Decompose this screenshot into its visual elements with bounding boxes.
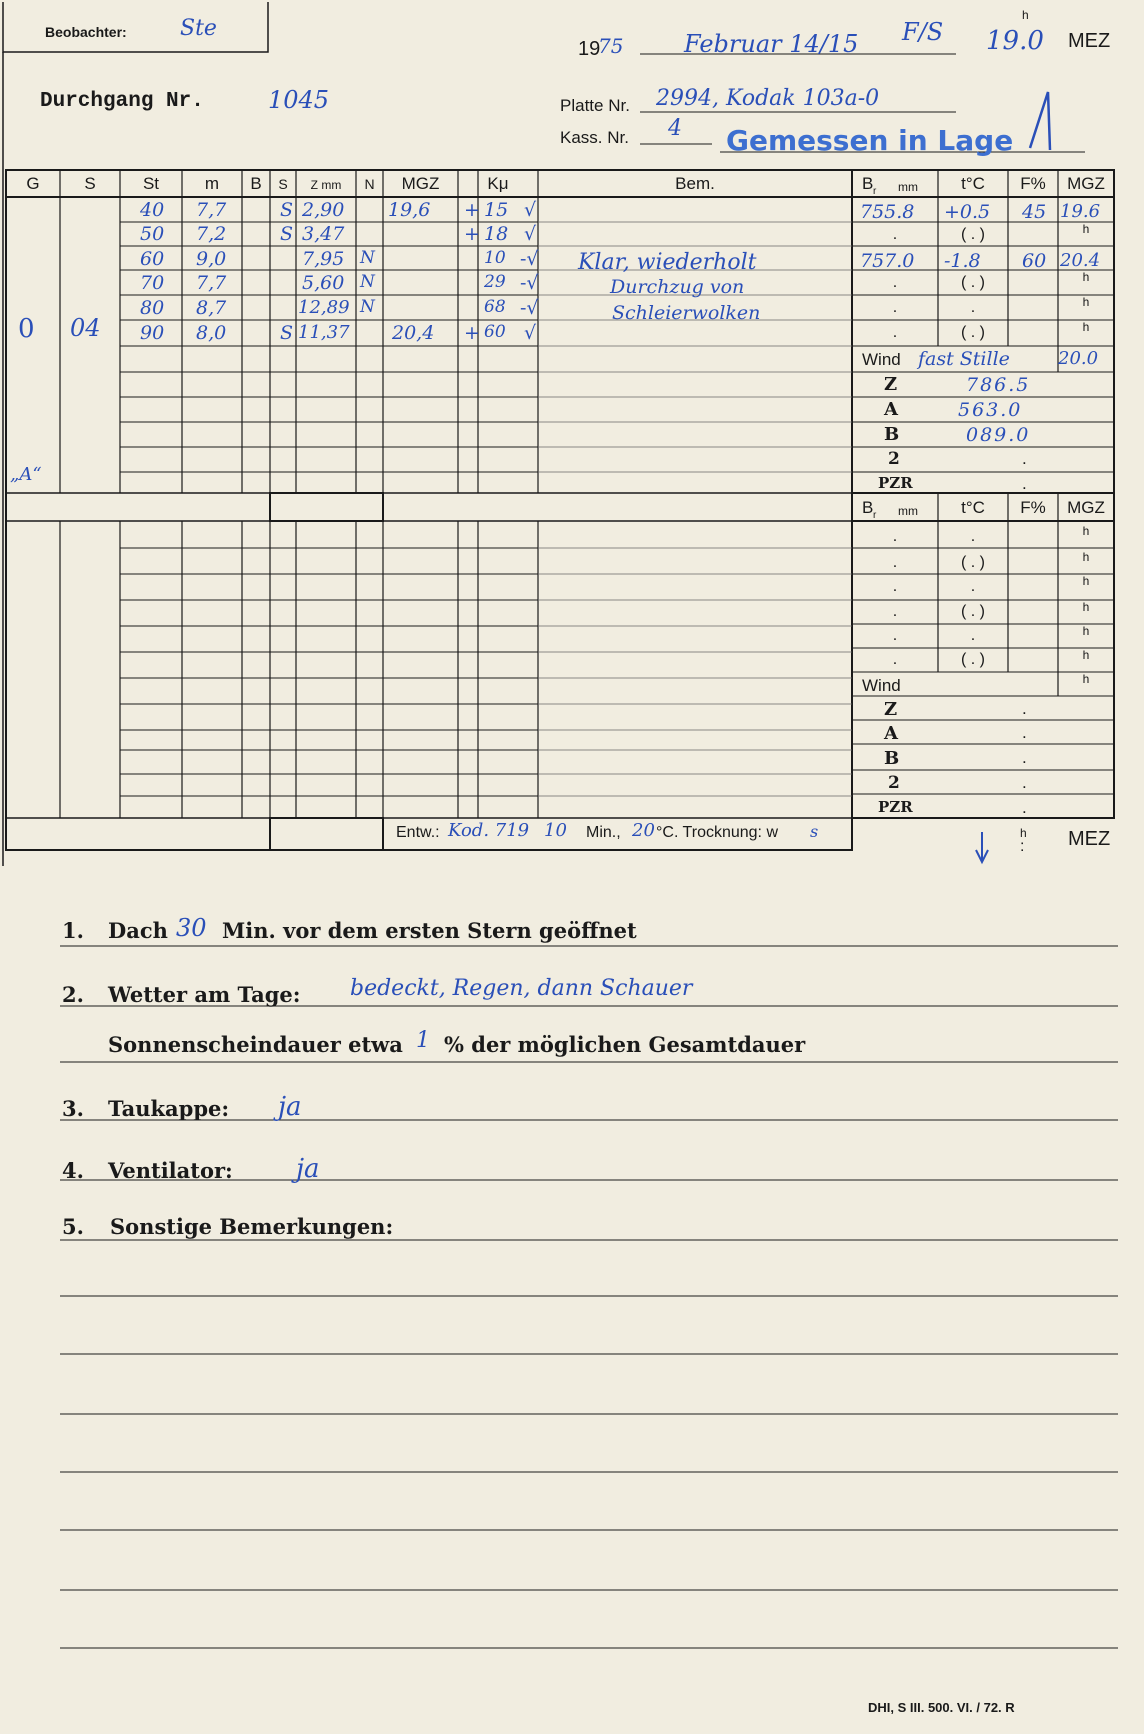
cell-check: -√ <box>520 297 539 319</box>
col-z-header: Z mm <box>310 178 342 192</box>
wt-mgz-value: h <box>1082 295 1090 309</box>
wt-f-value: 45 <box>1022 201 1047 223</box>
wb-pzr-value: . <box>1022 798 1027 817</box>
wt-f-header: F% <box>1020 174 1046 193</box>
mark-a: „A“ <box>10 464 42 485</box>
item1-number: 1. <box>62 918 84 943</box>
cell-m: 7,7 <box>196 272 227 294</box>
wt-mgz-value: 20.4 <box>1060 250 1101 271</box>
col-st-header: St <box>142 174 160 193</box>
cell-check: -√ <box>520 272 539 294</box>
col-s-header: S <box>84 174 96 193</box>
cell-n: N <box>360 272 375 292</box>
wb-mgz-value: h <box>1082 574 1090 588</box>
wb-wind-label: Wind <box>862 676 901 695</box>
wt-mgz-value: h <box>1082 320 1090 334</box>
wb-pzr-label: PZR <box>878 798 913 816</box>
wt-b-header: B <box>862 174 874 193</box>
cell-sign: + <box>464 199 480 221</box>
cell-mgz: 20,4 <box>392 322 435 344</box>
wt-t-value: +0.5 <box>944 201 991 223</box>
cell-mgz: 19,6 <box>388 199 431 221</box>
group-s-value: 04 <box>70 314 101 342</box>
wb-z-value: . <box>1022 699 1027 718</box>
wt-mgz-value: 19.6 <box>1060 201 1101 222</box>
wt-a-label: A <box>884 399 898 420</box>
passage-value: 1045 <box>268 86 330 114</box>
wb-wind-h: h <box>1082 672 1090 686</box>
col-n-header: N <box>364 176 375 192</box>
sunshine-suffix: % der möglichen Gesamtdauer <box>444 1032 806 1057</box>
col-g-header: G <box>26 174 40 193</box>
wt-pzr-value: . <box>1022 474 1027 493</box>
cell-k: 29 <box>484 272 506 292</box>
cell-s: S <box>280 199 294 221</box>
wb-b-value: . <box>892 528 898 545</box>
wb-mgz-header: MGZ <box>1067 498 1105 517</box>
mez-label: MEZ <box>1068 30 1111 52</box>
item5-label: Sonstige Bemerkungen: <box>110 1214 394 1239</box>
cell-z: 3,47 <box>302 223 345 245</box>
cell-st: 90 <box>140 322 165 344</box>
wt-a-value: 563.0 <box>958 399 1023 421</box>
wb-z-label: Z <box>884 699 898 720</box>
develop-minutes-label: Min., <box>586 824 621 841</box>
item4-label: Ventilator: <box>108 1158 233 1183</box>
wb-mgz-value: h <box>1082 524 1090 538</box>
wt-b-value: . <box>892 226 898 243</box>
wb-b-value: . <box>892 554 898 571</box>
cell-k: 68 <box>484 297 506 317</box>
wt-f-value: 60 <box>1022 250 1047 272</box>
sunshine-prefix: Sonnenscheindauer etwa <box>108 1032 403 1057</box>
date-value: Februar 14/15 <box>684 30 859 58</box>
wt-b-value: . <box>892 274 898 291</box>
cell-z: 7,95 <box>302 248 345 270</box>
measured-stamp: Gemessen in Lage <box>726 124 1014 157</box>
wb-mm-header: mm <box>898 504 918 518</box>
wt-t-value: ( . ) <box>961 226 985 243</box>
cell-m: 7,2 <box>196 223 227 245</box>
wb-2-value: . <box>1022 773 1027 792</box>
cell-st: 50 <box>140 223 165 245</box>
wb-mgz-value: h <box>1082 624 1090 638</box>
cell-st: 70 <box>140 272 165 294</box>
foot-colon: : <box>1020 838 1025 855</box>
plate-label: Platte Nr. <box>560 96 630 115</box>
wt-z-label: Z <box>884 374 898 395</box>
cell-k: 15 <box>484 199 509 221</box>
cell-check: √ <box>524 322 537 344</box>
col-b-header: B <box>250 174 262 193</box>
wt-2-value: . <box>1022 449 1027 468</box>
wb-br-sub: r <box>873 510 877 521</box>
wt-z-value: 786.5 <box>966 374 1031 396</box>
wb-t-value: . <box>970 627 976 644</box>
item4-value: ja <box>296 1154 320 1184</box>
sunshine-value: 1 <box>416 1028 430 1053</box>
passage-label: Durchgang Nr. <box>40 90 204 113</box>
remark-line-1: Klar, wiederholt <box>578 250 757 275</box>
weekday-value: F/S <box>902 18 944 46</box>
wt-t-value: -1.8 <box>944 250 981 272</box>
wt-mgz-value: h <box>1082 222 1090 236</box>
cell-check: -√ <box>520 248 539 270</box>
wb-mgz-value: h <box>1082 600 1090 614</box>
plate-value: 2994, Kodak 103a-0 <box>656 86 880 111</box>
cassette-value: 4 <box>668 116 682 141</box>
cell-k: 60 <box>484 322 506 342</box>
wt-2-label: 2 <box>888 449 900 469</box>
cell-n: N <box>360 297 375 317</box>
wt-mgz-value: h <box>1082 270 1090 284</box>
item3-label: Taukappe: <box>108 1096 230 1121</box>
wb-b-row-value: . <box>1022 748 1027 767</box>
remark-line-2: Durchzug von <box>610 276 745 298</box>
wb-b-value: . <box>892 627 898 644</box>
observer-label: Beobachter: <box>45 24 127 40</box>
year-suffix: 75 <box>598 34 624 58</box>
wt-wind-label: Wind <box>862 350 901 369</box>
year-prefix: 19 <box>578 38 601 60</box>
cell-sign: + <box>464 322 480 344</box>
wb-a-value: . <box>1022 723 1027 742</box>
develop-label: Entw.: <box>396 824 440 841</box>
wb-b-value: . <box>892 651 898 668</box>
observer-value: Ste <box>180 16 217 41</box>
cell-st: 40 <box>140 199 165 221</box>
wb-t-header: t°C <box>961 498 985 517</box>
cell-m: 7,7 <box>196 199 227 221</box>
cell-sign: + <box>464 223 480 245</box>
cell-k: 10 <box>484 248 506 268</box>
wb-a-label: A <box>884 723 898 744</box>
develop-temp-label: °C. Trocknung: w <box>656 824 778 841</box>
cell-st: 60 <box>140 248 165 270</box>
wt-t-value: . <box>970 299 976 316</box>
item1-value: 30 <box>176 914 207 942</box>
wt-wind-time: 20.0 <box>1058 348 1099 369</box>
item2-number: 2. <box>62 982 84 1007</box>
item3-value: ja <box>278 1092 302 1122</box>
wb-t-value: . <box>970 578 976 595</box>
develop-minutes: 10 <box>544 820 567 841</box>
stamp-value <box>1064 94 1065 95</box>
hour-sup: h <box>1022 8 1029 22</box>
cell-z: 2,90 <box>302 199 345 221</box>
remark-line-3: Schleierwolken <box>612 302 761 324</box>
wb-b-label: B <box>884 748 900 769</box>
cell-m: 9,0 <box>196 248 227 270</box>
develop-value: Kod. 719 <box>448 820 530 841</box>
cell-k: 18 <box>484 223 509 245</box>
develop-temp: 20 <box>632 820 655 841</box>
cell-s: S <box>280 322 294 344</box>
wt-t-value: ( . ) <box>961 274 985 291</box>
wt-mgz-header: MGZ <box>1067 174 1105 193</box>
cell-st: 80 <box>140 297 165 319</box>
wt-b-value: . <box>892 299 898 316</box>
item3-number: 3. <box>62 1096 84 1121</box>
col-s2-header: S <box>278 176 288 192</box>
wt-b-label: B <box>884 424 900 445</box>
wb-f-header: F% <box>1020 498 1046 517</box>
wt-pzr-label: PZR <box>878 474 913 492</box>
wt-t-value: ( . ) <box>961 324 985 341</box>
wb-b-header: B <box>862 498 874 517</box>
item2-value: bedeckt, Regen, dann Schauer <box>350 976 693 1001</box>
wb-mgz-value: h <box>1082 550 1090 564</box>
wt-wind-value: fast Stille <box>918 348 1010 370</box>
cell-z: 11,37 <box>298 322 350 343</box>
wt-mm-header: mm <box>898 180 918 194</box>
group-g-value: 0 <box>18 314 35 344</box>
item4-number: 4. <box>62 1158 84 1183</box>
col-mgz-header: MGZ <box>401 174 440 193</box>
cell-m: 8,7 <box>196 297 227 319</box>
item5-number: 5. <box>62 1214 84 1239</box>
wb-b-value: . <box>892 603 898 620</box>
wb-mgz-value: h <box>1082 648 1090 662</box>
cell-check: √ <box>524 199 537 221</box>
time-value: 19.0 <box>986 26 1044 56</box>
form-code: DHI, S III. 500. VI. / 72. R <box>868 1700 1015 1715</box>
cell-z: 5,60 <box>302 272 345 294</box>
wb-t-value: ( . ) <box>961 603 985 620</box>
wt-b-value: 757.0 <box>860 250 915 272</box>
cell-z: 12,89 <box>298 297 350 318</box>
wt-t-header: t°C <box>961 174 985 193</box>
item2-label: Wetter am Tage: <box>108 982 301 1007</box>
cell-m: 8,0 <box>196 322 227 344</box>
wt-b-row-value: 089.0 <box>966 424 1031 446</box>
wt-b-value: 755.8 <box>860 201 915 223</box>
cell-check: √ <box>524 223 537 245</box>
cell-s: S <box>280 223 294 245</box>
cassette-label: Kass. Nr. <box>560 128 629 147</box>
wb-2-label: 2 <box>888 773 900 793</box>
item1-text: Min. vor dem ersten Stern geöffnet <box>222 918 637 943</box>
wt-b-value: . <box>892 324 898 341</box>
cell-n: N <box>360 248 375 268</box>
foot-mez: MEZ <box>1068 828 1111 850</box>
col-m-header: m <box>204 174 220 193</box>
wb-b-value: . <box>892 578 898 595</box>
col-bem-header: Bem. <box>675 174 715 193</box>
wb-t-value: ( . ) <box>961 554 985 571</box>
wb-t-value: . <box>970 528 976 545</box>
foot-h: h <box>1020 826 1027 840</box>
item1-prefix: Dach <box>108 918 168 943</box>
wb-t-value: ( . ) <box>961 651 985 668</box>
col-k-header: Kμ <box>487 174 509 193</box>
develop-dry: s <box>810 822 819 841</box>
wt-br-sub: r <box>873 186 877 197</box>
